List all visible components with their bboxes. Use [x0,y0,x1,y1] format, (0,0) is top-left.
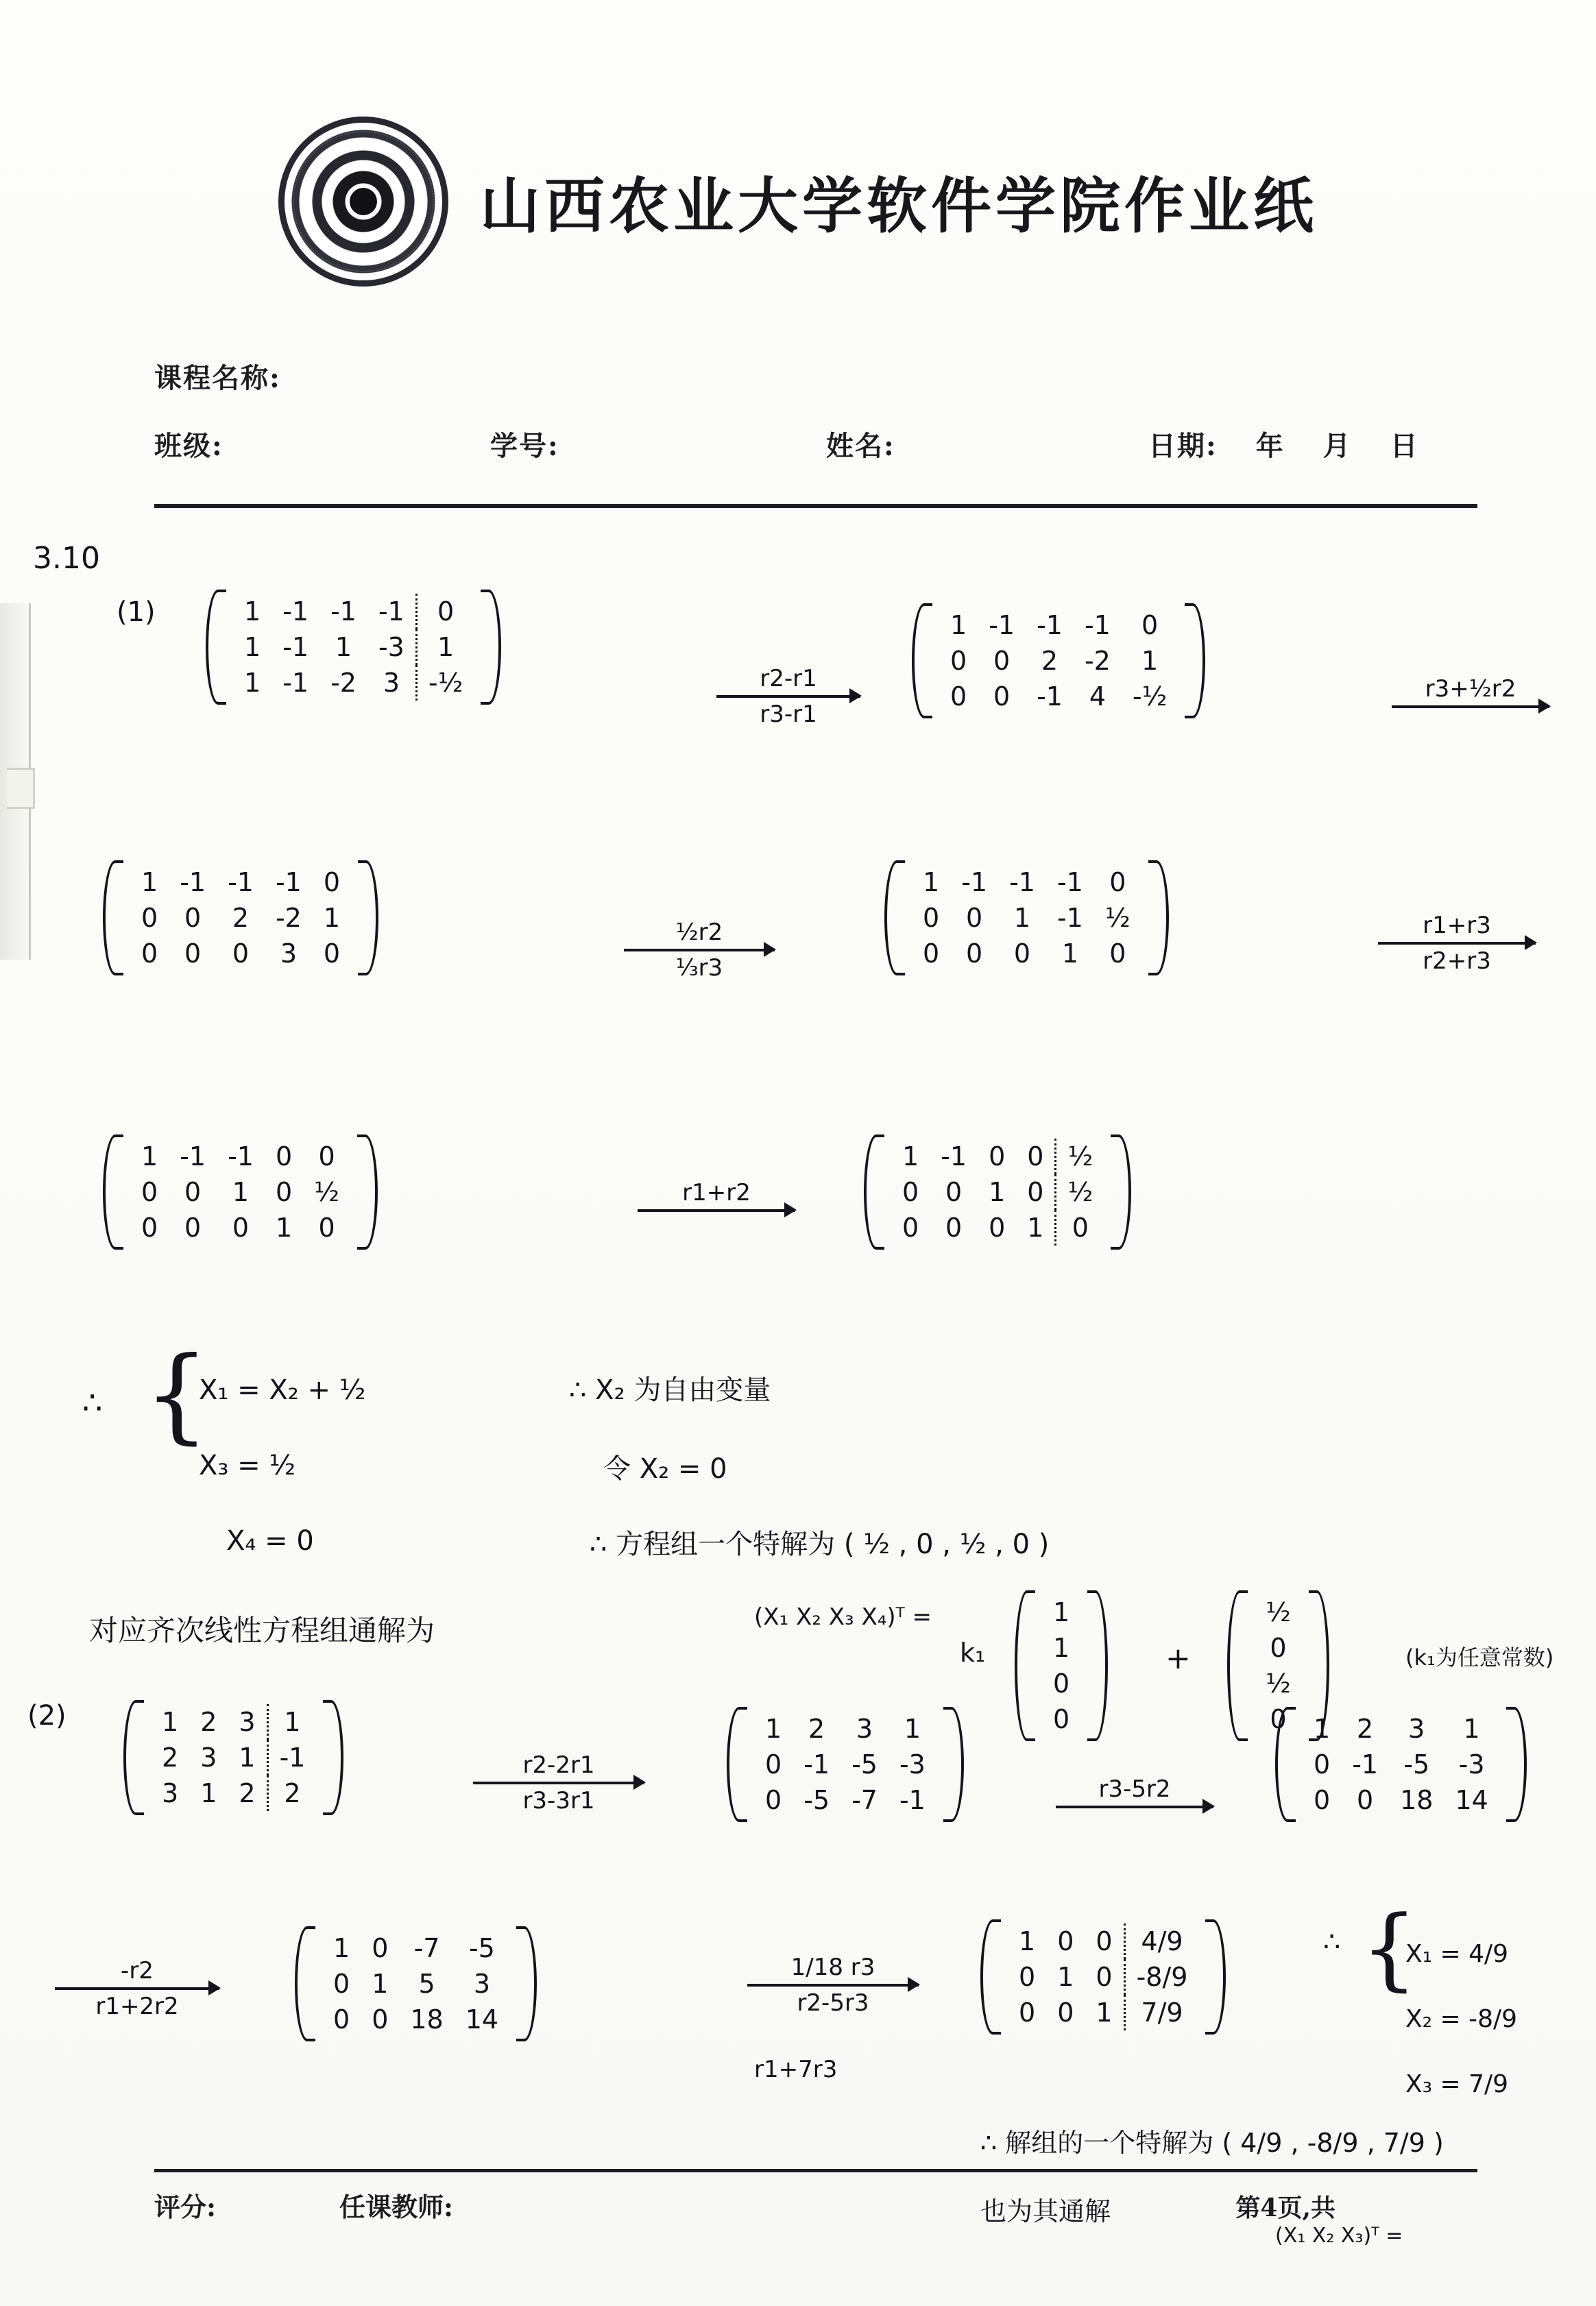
matrix-8: 1 2 3 1 0 -1 -5 -3 0 -5 -7 -1 [727,1707,964,1822]
bracket-left [912,603,932,718]
teacher-label: 任课教师: [339,2192,454,2222]
row-op-9: 1/18 r3 r2-5r3 [747,1954,919,2017]
bracket-right [1111,1134,1131,1250]
row-op-8: -r2 r1+2r2 [55,1957,219,2020]
system-line-1: X₁ = X₂ + ½ [199,1374,366,1406]
bracket-right [1185,603,1205,718]
bracket-left [884,860,905,975]
solution2-line-2: X₂ = -8/9 [1405,2005,1518,2033]
arbitrary-constant-note: (k₁为任意常数) [1405,1644,1554,1671]
row-op-9-extra: r1+7r3 [754,2056,838,2083]
row-op-5: r1+r2 [638,1179,795,1215]
identity-row [154,424,1477,463]
k1-coefficient: k₁ [960,1638,986,1668]
month-unit: 月 [1322,430,1352,462]
year-unit: 年 [1255,430,1285,462]
part-1-label: (1) [117,596,156,628]
row-op-1: r2-r1 r3-r1 [716,665,860,728]
plus-sign: + [1165,1641,1191,1676]
bracket-left [727,1707,747,1822]
bracket-right [358,860,378,975]
bracket-right [1148,860,1169,975]
let-note: 令 X₂ = 0 [603,1453,727,1485]
matrix-2: 1 -1 -1 -1 0 0 0 2 -2 1 0 0 -1 4 -½ [912,603,1205,718]
bracket-right [1205,1919,1226,2035]
row-op-2: r3+½r2 [1392,675,1549,711]
homogeneous-solution-vector: 1 1 0 0 [1015,1590,1108,1741]
bracket-right [516,1926,537,2041]
row-op-7: r3-5r2 [1056,1775,1213,1811]
matrix-11: 1 0 0 4/9 0 1 0 -8/9 0 0 1 7/9 [980,1919,1226,2035]
particular-solution-vector: ½ 0 ½ 0 [1227,1590,1329,1741]
therefore-symbol: ∴ [82,1384,103,1421]
matrix-7: 1 2 3 1 2 3 1 -1 3 1 2 2 [123,1700,343,1815]
page-edge-artifact [0,603,31,960]
bracket-left [1015,1590,1035,1741]
day-unit: 日 [1390,430,1419,462]
matrix-3: 1 -1 -1 -1 0 0 0 2 -2 1 0 0 0 3 0 [103,860,378,975]
course-name-label: 课程名称: [154,362,281,394]
system-brace-2: { [1361,1896,1418,2000]
bracket-left [123,1700,144,1815]
bracket-left [1275,1707,1296,1822]
document-header [0,117,1596,287]
therefore-symbol-2: ∴ [1323,1926,1341,1958]
university-seal-icon [278,117,448,287]
student-name-label: 姓名: [826,430,895,462]
form-fields [154,356,1477,492]
solution2-line-1: X₁ = 4/9 [1405,1940,1509,1968]
solution2-note-2: 也为其通解 [980,2196,1111,2226]
bracket-left [864,1134,884,1250]
solution2-line-3: X₃ = 7/9 [1405,2070,1509,2098]
bracket-right [1506,1707,1527,1822]
date-label: 日期: [1148,430,1218,462]
matrix-9: 1 2 3 1 0 -1 -5 -3 0 0 18 14 [1275,1707,1527,1822]
bracket-right [1087,1590,1108,1741]
header-divider [154,504,1477,508]
matrix-10: 1 0 -7 -5 0 1 5 3 0 0 18 14 [295,1926,537,2041]
page-number: 第4页,共 [1235,2194,1335,2222]
row-op-4: r1+r3 r2+r3 [1378,912,1536,975]
part-2-label: (2) [27,1700,66,1732]
bracket-left [103,860,123,975]
row-op-6: r2-2r1 r3-3r1 [473,1751,644,1815]
page-title: 山西农业大学软件学院作业纸 [479,170,1318,241]
section-number: 3.10 [33,541,100,576]
bracket-left [295,1926,315,2041]
bracket-right [323,1700,343,1815]
bracket-right [943,1707,964,1822]
system-brace: { [144,1335,210,1455]
matrix-5: 1 -1 -1 0 0 0 0 1 0 ½ 0 0 0 1 0 [103,1134,378,1250]
matrix-4: 1 -1 -1 -1 0 0 0 1 -1 ½ 0 0 0 1 0 [884,860,1169,975]
bracket-left [980,1919,1001,2035]
footer-divider [154,2169,1477,2172]
system-line-2: X₃ = ½ [199,1450,296,1481]
date-group [1148,424,1419,463]
score-label: 评分: [154,2192,217,2222]
homogeneous-note: 对应齐次线性方程组通解为 [89,1614,435,1647]
matrix-1: 1 -1 -1 -1 0 1 -1 1 -3 1 1 -1 -2 3 -½ [206,590,501,705]
bracket-right [357,1134,378,1250]
row-op-3: ½r2 ⅓r3 [624,919,775,982]
bracket-left [206,590,226,705]
vector-lhs: (X₁ X₂ X₃ X₄)ᵀ = [754,1603,932,1631]
bracket-right [481,590,501,705]
course-row [154,356,1477,396]
class-label: 班级: [154,430,223,462]
final-vector-lhs: (X₁ X₂ X₃)ᵀ = [1275,2224,1403,2248]
matrix-6: 1 -1 0 0 ½ 0 0 1 0 ½ 0 0 0 1 0 [864,1134,1131,1250]
bracket-left [1227,1590,1248,1741]
student-id-label: 学号: [490,430,559,462]
particular-solution-note: ∴ 方程组一个特解为 ( ½ , 0 , ½ , 0 ) [590,1529,1050,1560]
free-variable-note: ∴ X₂ 为自由变量 [569,1374,771,1406]
solution2-note: ∴ 解组的一个特解为 ( 4/9 , -8/9 , 7/9 ) [980,2128,1444,2158]
system-line-3: X₄ = 0 [226,1525,314,1557]
bracket-left [103,1134,123,1250]
